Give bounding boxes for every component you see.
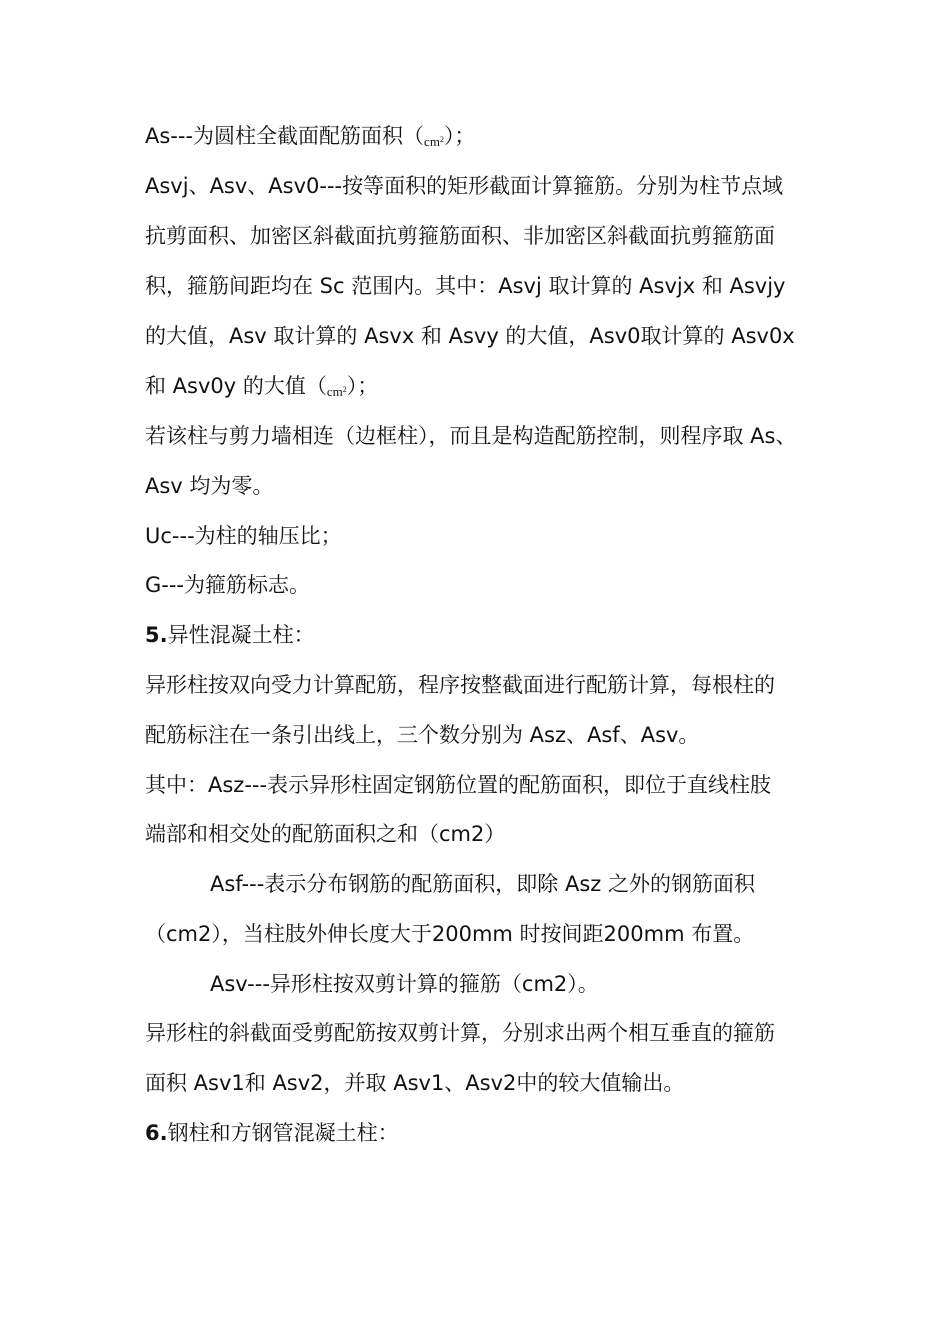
text-line-indented: Asf---表示分布钢筋的配筋面积，即除 Asz 之外的钢筋面积 — [210, 872, 755, 896]
text-line: 积，箍筋间距均在 Sc 范围内。其中：Asvj 取计算的 Asvjx 和 Asvjy — [145, 274, 786, 298]
section-number: 5. — [145, 623, 168, 647]
text-line: 其中：Asz---表示异形柱固定钢筋位置的配筋面积，即位于直线柱肢 — [145, 773, 772, 797]
text-line: （cm2），当柱肢外伸长度大于200mm 时按间距200mm 布置。 — [145, 922, 755, 946]
text-line: 若该柱与剪力墙相连（边框柱），而且是构造配筋控制，则程序取 As、 — [145, 424, 797, 448]
text-line-as — [145, 121, 475, 151]
text-line: Asvj、Asv、Asv0---按等面积的矩形截面计算箍筋。分别为柱节点域 — [145, 174, 784, 198]
section-heading-5 — [145, 620, 315, 650]
section-heading-6 — [145, 1118, 399, 1148]
text-span: ）； — [443, 124, 476, 148]
unit-cm: $cm^2$ — [424, 134, 444, 149]
unit-cm: $cm^2$ — [326, 384, 347, 399]
text-line-indented: Asv---异形柱按双剪计算的箍筋（cm2）。 — [210, 972, 599, 996]
text-line: Uc---为柱的轴压比； — [145, 524, 342, 548]
text-line: 端部和相交处的配筋面积之和（cm2） — [145, 822, 506, 846]
text-span: ）； — [346, 374, 379, 398]
text-line: 抗剪面积、加密区斜截面抗剪箍筋面积、非加密区斜截面抗剪箍筋面 — [145, 224, 775, 248]
text-line: G---为箍筋标志。 — [145, 573, 311, 597]
text-line-asv0y — [145, 371, 378, 401]
text-line: 异形柱按双向受力计算配筋，程序按整截面进行配筋计算，每根柱的 — [145, 673, 775, 697]
text-span: As---为圆柱全截面配筋面积（ — [145, 124, 425, 148]
text-span: 和 Asv0y 的大值（ — [145, 374, 327, 398]
text-line: 异形柱的斜截面受剪配筋按双剪计算，分别求出两个相互垂直的箍筋 — [145, 1021, 775, 1045]
text-line: Asv 均为零。 — [145, 474, 274, 498]
section-title: 钢柱和方钢管混凝土柱： — [167, 1121, 399, 1145]
text-line: 配筋标注在一条引出线上，三个数分别为 Asz、Asf、Asv。 — [145, 723, 700, 747]
text-line: 面积 Asv1和 Asv2，并取 Asv1、Asv2中的较大值输出。 — [145, 1071, 685, 1095]
text-line: 的大值，Asv 取计算的 Asvx 和 Asvy 的大值，Asv0取计算的 Asv0x — [145, 324, 795, 348]
section-number: 6. — [145, 1121, 168, 1145]
section-title: 异性混凝土柱： — [167, 623, 315, 647]
